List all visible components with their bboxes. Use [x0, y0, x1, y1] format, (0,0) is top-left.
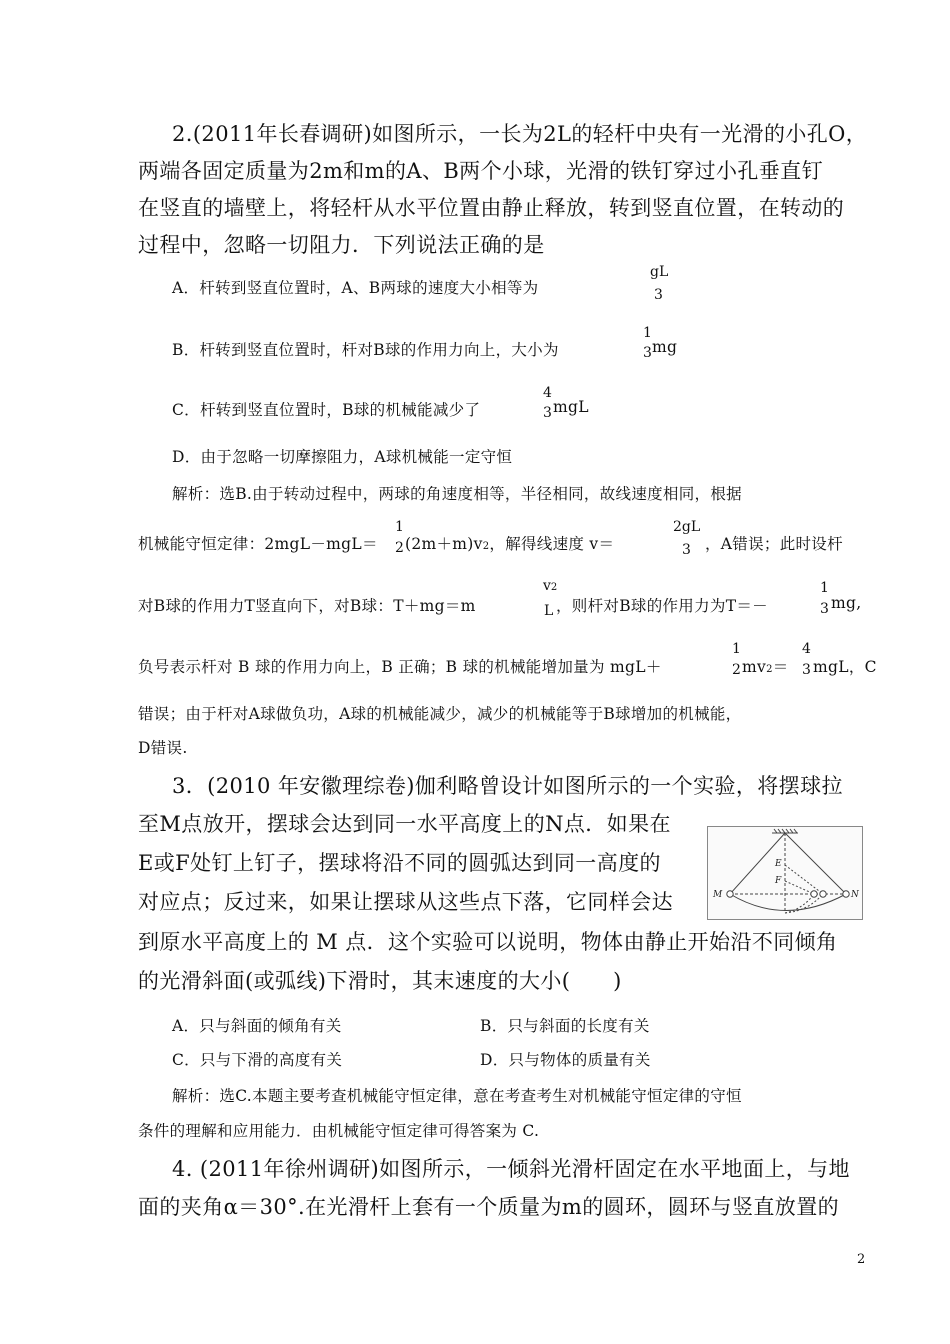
q2-analysis-half-num: 1: [732, 641, 741, 657]
q2-analysis-line-6: D错误.: [138, 739, 188, 757]
q3-option-a: A．只与斜面的倾角有关: [172, 1017, 342, 1035]
q3-stem-line-4: 对应点；反过来，如果让摆球从这些点下落，它同样会达: [138, 890, 673, 914]
label-e: E: [775, 859, 782, 869]
q2-analysis-four-thirds-den: 3: [802, 662, 811, 678]
label-n: N: [851, 890, 859, 900]
q2-analysis-four-thirds-num: 4: [802, 641, 811, 657]
q2-option-c-unit: mgL: [553, 398, 589, 416]
q2-analysis-line-2a: 机械能守恒定律：2mgL－mgL＝: [138, 535, 378, 553]
q3-option-c: C．只与下滑的高度有关: [172, 1051, 343, 1069]
q2-analysis-line-1: 解析：选B.由于转动过程中，两球的角速度相等，半径相同，故线速度相同，根据: [172, 485, 742, 503]
q2-stem-line-2: 两端各固定质量为2m和m的A、B两个小球，光滑的铁钉穿过小孔垂直钉: [138, 159, 823, 183]
pendulum-figure: [707, 826, 863, 920]
q2-option-a: A．杆转到竖直位置时，A、B两球的速度大小相等为: [172, 279, 539, 297]
q2-stem-line-1: 2.(2011年长春调研)如图所示，一长为2L的轻杆中央有一光滑的小孔O，: [172, 122, 868, 146]
q2-analysis-frac-half-num: 1: [395, 519, 404, 535]
q3-stem-line-2: 至M点放开，摆球会达到同一水平高度上的N点．如果在: [138, 812, 671, 836]
q2-stem-line-3: 在竖直的墙壁上，将轻杆从水平位置由静止释放，转到竖直位置，在转动的: [138, 196, 845, 220]
q2-analysis-frac-half-den: 2: [395, 540, 404, 556]
q2-analysis-line-3c: mg,: [831, 594, 862, 612]
q3-stem-line-5: 到原水平高度上的 M 点．这个实验可以说明，物体由静止开始沿不同倾角: [138, 930, 838, 954]
superscript: 2: [482, 541, 490, 552]
pendulum-diagram: [708, 827, 862, 919]
q2-analysis-line-4a: 负号表示杆对 B 球的作用力向上，B 正确；B 球的机械能增加量为 mgL＋: [138, 658, 662, 676]
q2-option-b-numerator: 1: [643, 325, 652, 341]
q2-option-d: D．由于忽略一切摩擦阻力，A球机械能一定守恒: [172, 448, 513, 466]
q2-stem-line-4: 过程中，忽略一切阻力．下列说法正确的是: [138, 233, 545, 257]
q2-option-a-denominator: 3: [654, 287, 663, 303]
ball-f-point: [811, 891, 817, 897]
q2-analysis-line-3b: ，则杆对B球的作用力为T＝－: [556, 597, 768, 615]
q2-option-c-numerator: 4: [543, 385, 552, 401]
q2-option-a-numerator: gL: [650, 264, 669, 280]
q2-option-b-denominator: 3: [643, 345, 652, 361]
q2-analysis-line-3a: 对B球的作用力T竖直向下，对B球：T＋mg＝m: [138, 597, 476, 615]
q2-analysis-v2-num: v2: [543, 578, 558, 594]
q2-option-b-unit: mg: [652, 338, 678, 356]
ball-e-point: [820, 891, 826, 897]
label-m: M: [713, 890, 723, 900]
q2-analysis-speed-den: 3: [682, 542, 691, 558]
q3-stem-line-6: 的光滑斜面(或弧线)下滑时，其末速度的大小( ): [138, 969, 622, 993]
q2-option-c: C．杆转到竖直位置时，B球的机械能减少了: [172, 401, 481, 419]
ball-n: [843, 891, 849, 897]
q3-stem-line-1: 3．(2010 年安徽理综卷)伽利略曾设计如图所示的一个实验，将摆球拉: [172, 774, 843, 798]
q3-option-d: D．只与物体的质量有关: [480, 1051, 651, 1069]
q4-stem-line-2: 面的夹角α＝30°.在光滑杆上套有一个质量为m的圆环，圆环与竖直放置的: [138, 1195, 839, 1219]
q2-analysis-line-4d: mgL，C: [813, 658, 877, 676]
q2-option-b: B．杆转到竖直位置时，杆对B球的作用力向上，大小为: [172, 341, 559, 359]
q3-analysis-line-2: 条件的理解和应用能力．由机械能守恒定律可得答案为 C.: [138, 1122, 540, 1140]
q3-option-b: B．只与斜面的长度有关: [480, 1017, 650, 1035]
arc-main: [730, 894, 846, 911]
q2-option-c-denominator: 3: [543, 405, 552, 421]
q2-analysis-v2-den: L: [544, 603, 554, 619]
label-f: F: [775, 876, 782, 886]
q2-analysis-line-2b: (2m＋m)v2，解得线速度 v＝: [405, 535, 615, 553]
q2-analysis-speed-num: 2gL: [673, 519, 701, 535]
ball-m: [727, 891, 733, 897]
q2-analysis-line-5: 错误；由于杆对A球做负功，A球的机械能减少，减少的机械能等于B球增加的机械能，: [138, 705, 742, 723]
page-number: 2: [857, 1252, 866, 1267]
q2-analysis-half-den: 2: [732, 662, 741, 678]
q3-stem-line-3: E或F处钉上钉子，摆球将沿不同的圆弧达到同一高度的: [138, 851, 661, 875]
q2-analysis-line-2d: ，A错误；此时设杆: [705, 535, 843, 553]
q2-analysis-line-4b: mv2＝: [742, 658, 789, 676]
q3-analysis-line-1: 解析：选C.本题主要考查机械能守恒定律，意在考查考生对机械能守恒定律的守恒: [172, 1087, 742, 1105]
q4-stem-line-1: 4. (2011年徐州调研)如图所示，一倾斜光滑杆固定在水平地面上，与地: [172, 1157, 850, 1181]
q2-analysis-third-num: 1: [820, 580, 829, 596]
q2-analysis-third-den: 3: [820, 601, 829, 617]
